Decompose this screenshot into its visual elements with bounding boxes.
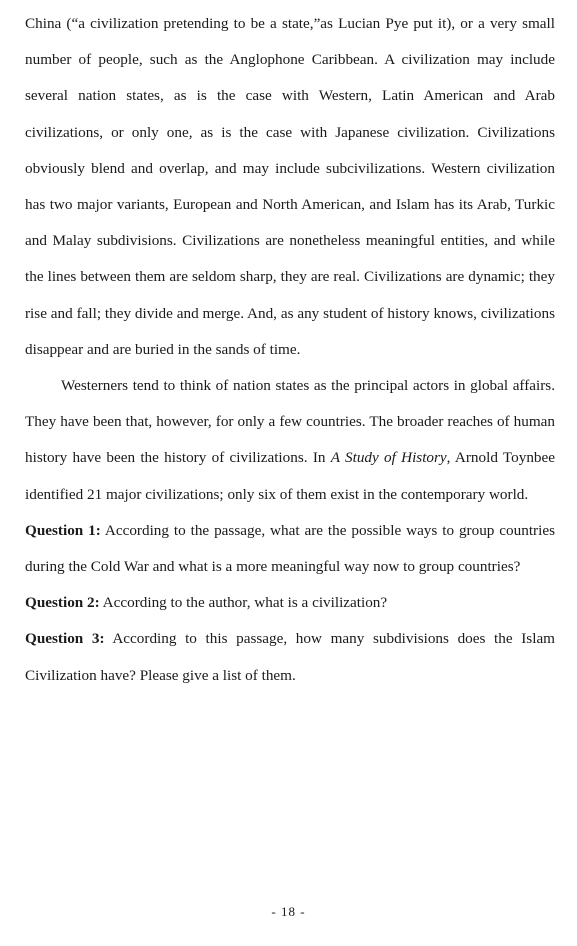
question-1-label: Question 1: <box>25 521 101 539</box>
page-number: - 18 - <box>271 904 306 919</box>
question-3-label: Question 3: <box>25 630 105 648</box>
paragraph-civilizations: China (“a civilization pretending to be a state,”as Lucian Pye put it), or a very small number of people, such as the Anglophone Caribbean. A civilization may include several nation states, as is the case with Western, Latin American and Arab civilizations, or only one, as is the case with Japanese civilization. Civilizations obviously blend and overlap, and may include subcivilizations. Western civilization has two major variants, European and North American, and Islam has its Arab, Turkic and Malay subdivisions. Civilizations are nonetheless meaningful entities, and while the lines between them are seldom sharp, they are real. Civilizations are dynamic; they rise and fall; they divide and merge. And, as any student of history knows, civilizations disappear and are buried in the sands of time. <box>25 15 555 358</box>
book-title: A Study of History <box>330 449 447 467</box>
paragraph-nation-states-text-end: , Arnold Toynbee identified 21 major civilizations; only six of them exist in the contemporary world. <box>25 449 555 503</box>
question-2-label: Question 2: <box>25 594 100 612</box>
question-3-text: According to this passage, how many subdivisions does the Islam Civilization have? Please give a list of them. <box>25 630 555 684</box>
paragraph-nation-states-text-start: Westerners tend to think of nation states as the principal actors in global affairs. They have been that, however, for only a few countries. The broader reaches of human history have been the history of civilizations. In <box>25 377 555 467</box>
question-2 <box>25 585 555 621</box>
question-1 <box>25 513 555 585</box>
question-3 <box>25 621 555 693</box>
question-2-text: According to the author, what is a civilization? <box>102 594 388 612</box>
paragraph-nation-states <box>25 368 555 513</box>
question-1-text: According to the passage, what are the possible ways to group countries during the Cold War and what is a more meaningful way now to group countries? <box>25 521 555 576</box>
